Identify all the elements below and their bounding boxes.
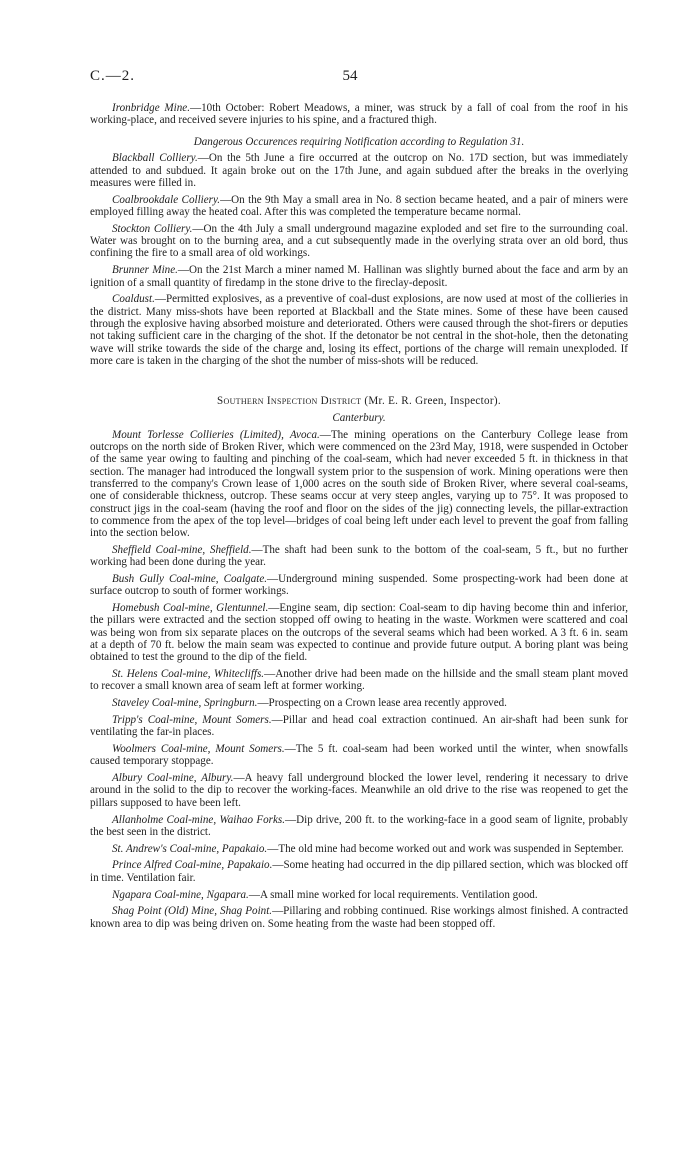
paragraph-text: —Pillar and head coal extraction continued. An air-shaft had been sunk for ventilating the far-in places. xyxy=(90,713,628,739)
paragraph-lead: Allanholme Coal-mine, Waihao Forks. xyxy=(112,813,286,826)
paragraph-lead: Homebush Coal-mine, Glentunnel. xyxy=(112,602,269,615)
paragraph-text: —Pillaring and robbing continued. Rise workings almost finished. A contracted known area to dip was being driven on. Some heating from the waste had been stopped off. xyxy=(90,905,628,930)
paragraph-lead: Prince Alfred Coal-mine, Papakaio. xyxy=(112,859,273,872)
paragraph-sheffield xyxy=(90,544,628,569)
paragraph-lead: Woolmers Coal-mine, Mount Somers. xyxy=(112,743,285,756)
paragraph-ngapara xyxy=(90,889,628,901)
paragraph-coaldust xyxy=(90,293,628,367)
paragraph-text: —Some heating had occurred in the dip pillared section, which was blocked off in time. Ventilation fair. xyxy=(90,859,628,884)
paragraph-text: —Prospecting on a Crown lease area recently approved. xyxy=(257,697,507,710)
paragraph-lead: Ironbridge Mine. xyxy=(112,102,190,114)
paragraph-lead: St. Andrew's Coal-mine, Papakaio. xyxy=(112,842,268,855)
paragraph-lead: Sheffield Coal-mine, Sheffield. xyxy=(112,543,252,556)
paragraph-staveley xyxy=(90,697,628,709)
paragraph-lead: Shag Point (Old) Mine, Shag Point. xyxy=(112,905,273,918)
paragraph-blackball-colliery xyxy=(90,152,628,189)
paragraph-lead: Stockton Colliery. xyxy=(112,222,193,235)
paragraph-prince-alfred xyxy=(90,859,628,884)
paragraph-text: —On the 4th July a small underground magazine exploded and set fire to the surrounding coal. Water was brought on to the burning area, and a cut subsequently made in the overlying strata over an old bord, thus confining the fire to a small area of old workings. xyxy=(90,222,629,260)
paragraph-lead: Coaldust. xyxy=(112,293,155,306)
section-heading-southern-district xyxy=(90,395,628,407)
paragraph-text: —The old mine had become worked out and work was suspended in September. xyxy=(267,842,624,855)
paragraph-tripps xyxy=(90,714,628,739)
paragraph-ironbridge-mine xyxy=(90,102,628,127)
paragraph-woolmers xyxy=(90,743,628,768)
paragraph-text: —Another drive had been made on the hillside and the small steam plant moved to recover a small known area of seam left at former working. xyxy=(90,668,629,693)
paragraph-text: —Dip drive, 200 ft. to the working-face in a good seam of lignite, probably the best seen in the district. xyxy=(90,813,628,838)
body-text xyxy=(90,102,628,934)
paragraph-lead: Ngapara Coal-mine, Ngapara. xyxy=(112,888,249,901)
paragraph-homebush xyxy=(90,602,628,663)
paragraph-brunner-mine xyxy=(90,264,628,289)
paragraph-text: —On the 21st March a miner named M. Hallinan was slightly burned about the face and arm by an ignition of a small quantity of firedamp in the stone drive to the fireclay-deposit. xyxy=(90,264,628,289)
paragraph-lead: Blackball Colliery. xyxy=(112,152,198,165)
paragraph-text: —A heavy fall underground blocked the lower level, rendering it necessary to drive around in the solid to the dip to recover the working-faces. Meanwhile an old drive to the rise was reopened to get the pillars supposed to have been left. xyxy=(90,772,628,809)
paragraph-lead: Staveley Coal-mine, Springburn. xyxy=(112,697,258,710)
paragraph-stockton-colliery xyxy=(90,223,628,260)
paragraph-text: —On the 5th June a fire occurred at the outcrop on No. 17D section, but was immediately attended to and subdued. It again broke out on the 17th June, and again subdued after the breaks in the overlying measures were filled in. xyxy=(90,152,628,189)
paragraph-text: —The 5 ft. coal-seam had been worked until the winter, when snowfalls caused temporary stoppage. xyxy=(90,743,628,768)
paragraph-st-helens xyxy=(90,668,628,693)
report-reference: C.—2. xyxy=(90,68,136,84)
paragraph-lead: Albury Coal-mine, Albury. xyxy=(112,772,234,785)
paragraph-text: —10th October: Robert Meadows, a miner, was struck by a fall of coal from the roof in his working-place, and received severe injuries to his spine, and a fractured thigh. xyxy=(90,102,628,127)
paragraph-st-andrews xyxy=(90,843,628,855)
paragraph-text: —A small mine worked for local requirements. Ventilation good. xyxy=(248,888,538,901)
paragraph-lead: Brunner Mine. xyxy=(112,264,178,277)
paragraph-shag-point xyxy=(90,905,628,930)
section-inspector: (Mr. E. R. Green, Inspector). xyxy=(361,395,501,408)
paragraph-lead: Mount Torlesse Collieries (Limited), Avoca. xyxy=(112,428,320,441)
paragraph-text: —The shaft had been sunk to the bottom of the coal-seam, 5 ft., but no further working had been done during the year. xyxy=(90,543,628,569)
paragraph-allanholme xyxy=(90,814,628,839)
paragraph-albury xyxy=(90,772,628,809)
paragraph-text: —Engine seam, dip section: Coal-seam to dip having become thin and inferior, the pillars were extracted and the section stopped off owing to heating in the waste. Workmen were scattered and coal was being won from six separate places on the outcrops of the several seams which had been worked. A 3 ft. 6 in. seam at a depth of 70 ft. below the main seam was expected to continue and provide future output. A boring plant was being obtained to test the ground to the dip of the field. xyxy=(90,602,628,664)
section-title: Southern Inspection District xyxy=(217,395,362,408)
paragraph-lead: St. Helens Coal-mine, Whitecliffs. xyxy=(112,668,265,681)
subheading-canterbury: Canterbury. xyxy=(332,411,386,424)
paragraph-text: —On the 9th May a small area in No. 8 section became heated, and a pair of miners were employed filling away the heated coal. After this was completed the temperature became normal. xyxy=(90,193,628,219)
paragraph-text: —The mining operations on the Canterbury College lease from outcrops on the north side of Broken River, which were commenced on the 23rd May, 1918, were suspended in October of the same year owing to faulting and pinching of the coal-seam, which had never exceeded 5 ft. in thickness in that section. The manager had introduced the longwall system prior to the suspension of work. Mining operations were then transferred to the company's Crown lease of 1,000 acres on the south side of Broken River, where several coal-seams, one of considerable thickness, outcrop. These seams occur at very steep angles, varying up to 75°. It was proposed to construct jigs in the coal-seam (having the roof and floor on the sides of the jig) connecting levels, the pillar-extraction to commence from the apex of the top level—bridges of coal being left under each level to prevent the goaf from falling into the section below. xyxy=(90,428,628,540)
paragraph-lead: Bush Gully Coal-mine, Coalgate. xyxy=(112,573,268,585)
paragraph-lead: Coalbrookdale Colliery. xyxy=(112,193,221,206)
page-number: 54 xyxy=(342,68,358,84)
heading-dangerous-occurrences: Dangerous Occurences requiring Notification according to Regulation 31. xyxy=(193,135,525,148)
paragraph-lead: Tripp's Coal-mine, Mount Somers. xyxy=(112,713,272,726)
paragraph-mount-torlesse xyxy=(90,429,628,540)
page-header xyxy=(90,68,610,88)
paragraph-coalbrookdale-colliery xyxy=(90,194,628,219)
paragraph-text: —Permitted explosives, as a preventive of coal-dust explosions, are now used at most of the collieries in the district. Many miss-shots have been reported at Blackball and the State mines. Some of these have been caused through the explosive having absorbed moisture and deteriorated. Others were caused through the shot-firers or deputies not taking sufficient care in the charging of the shot. If the detonator be not central in the shot-hole, then the detonating wave will strike towards the side of the charge and, losing its effect, portions of the charge will remain unexploded. If more care is taken in the charging of the shot the number of miss-shots will be reduced. xyxy=(90,293,628,367)
paragraph-text: —Underground mining suspended. Some prospecting-work had been done at surface outcrop to south of former workings. xyxy=(90,573,628,598)
paragraph-bush-gully xyxy=(90,573,628,598)
